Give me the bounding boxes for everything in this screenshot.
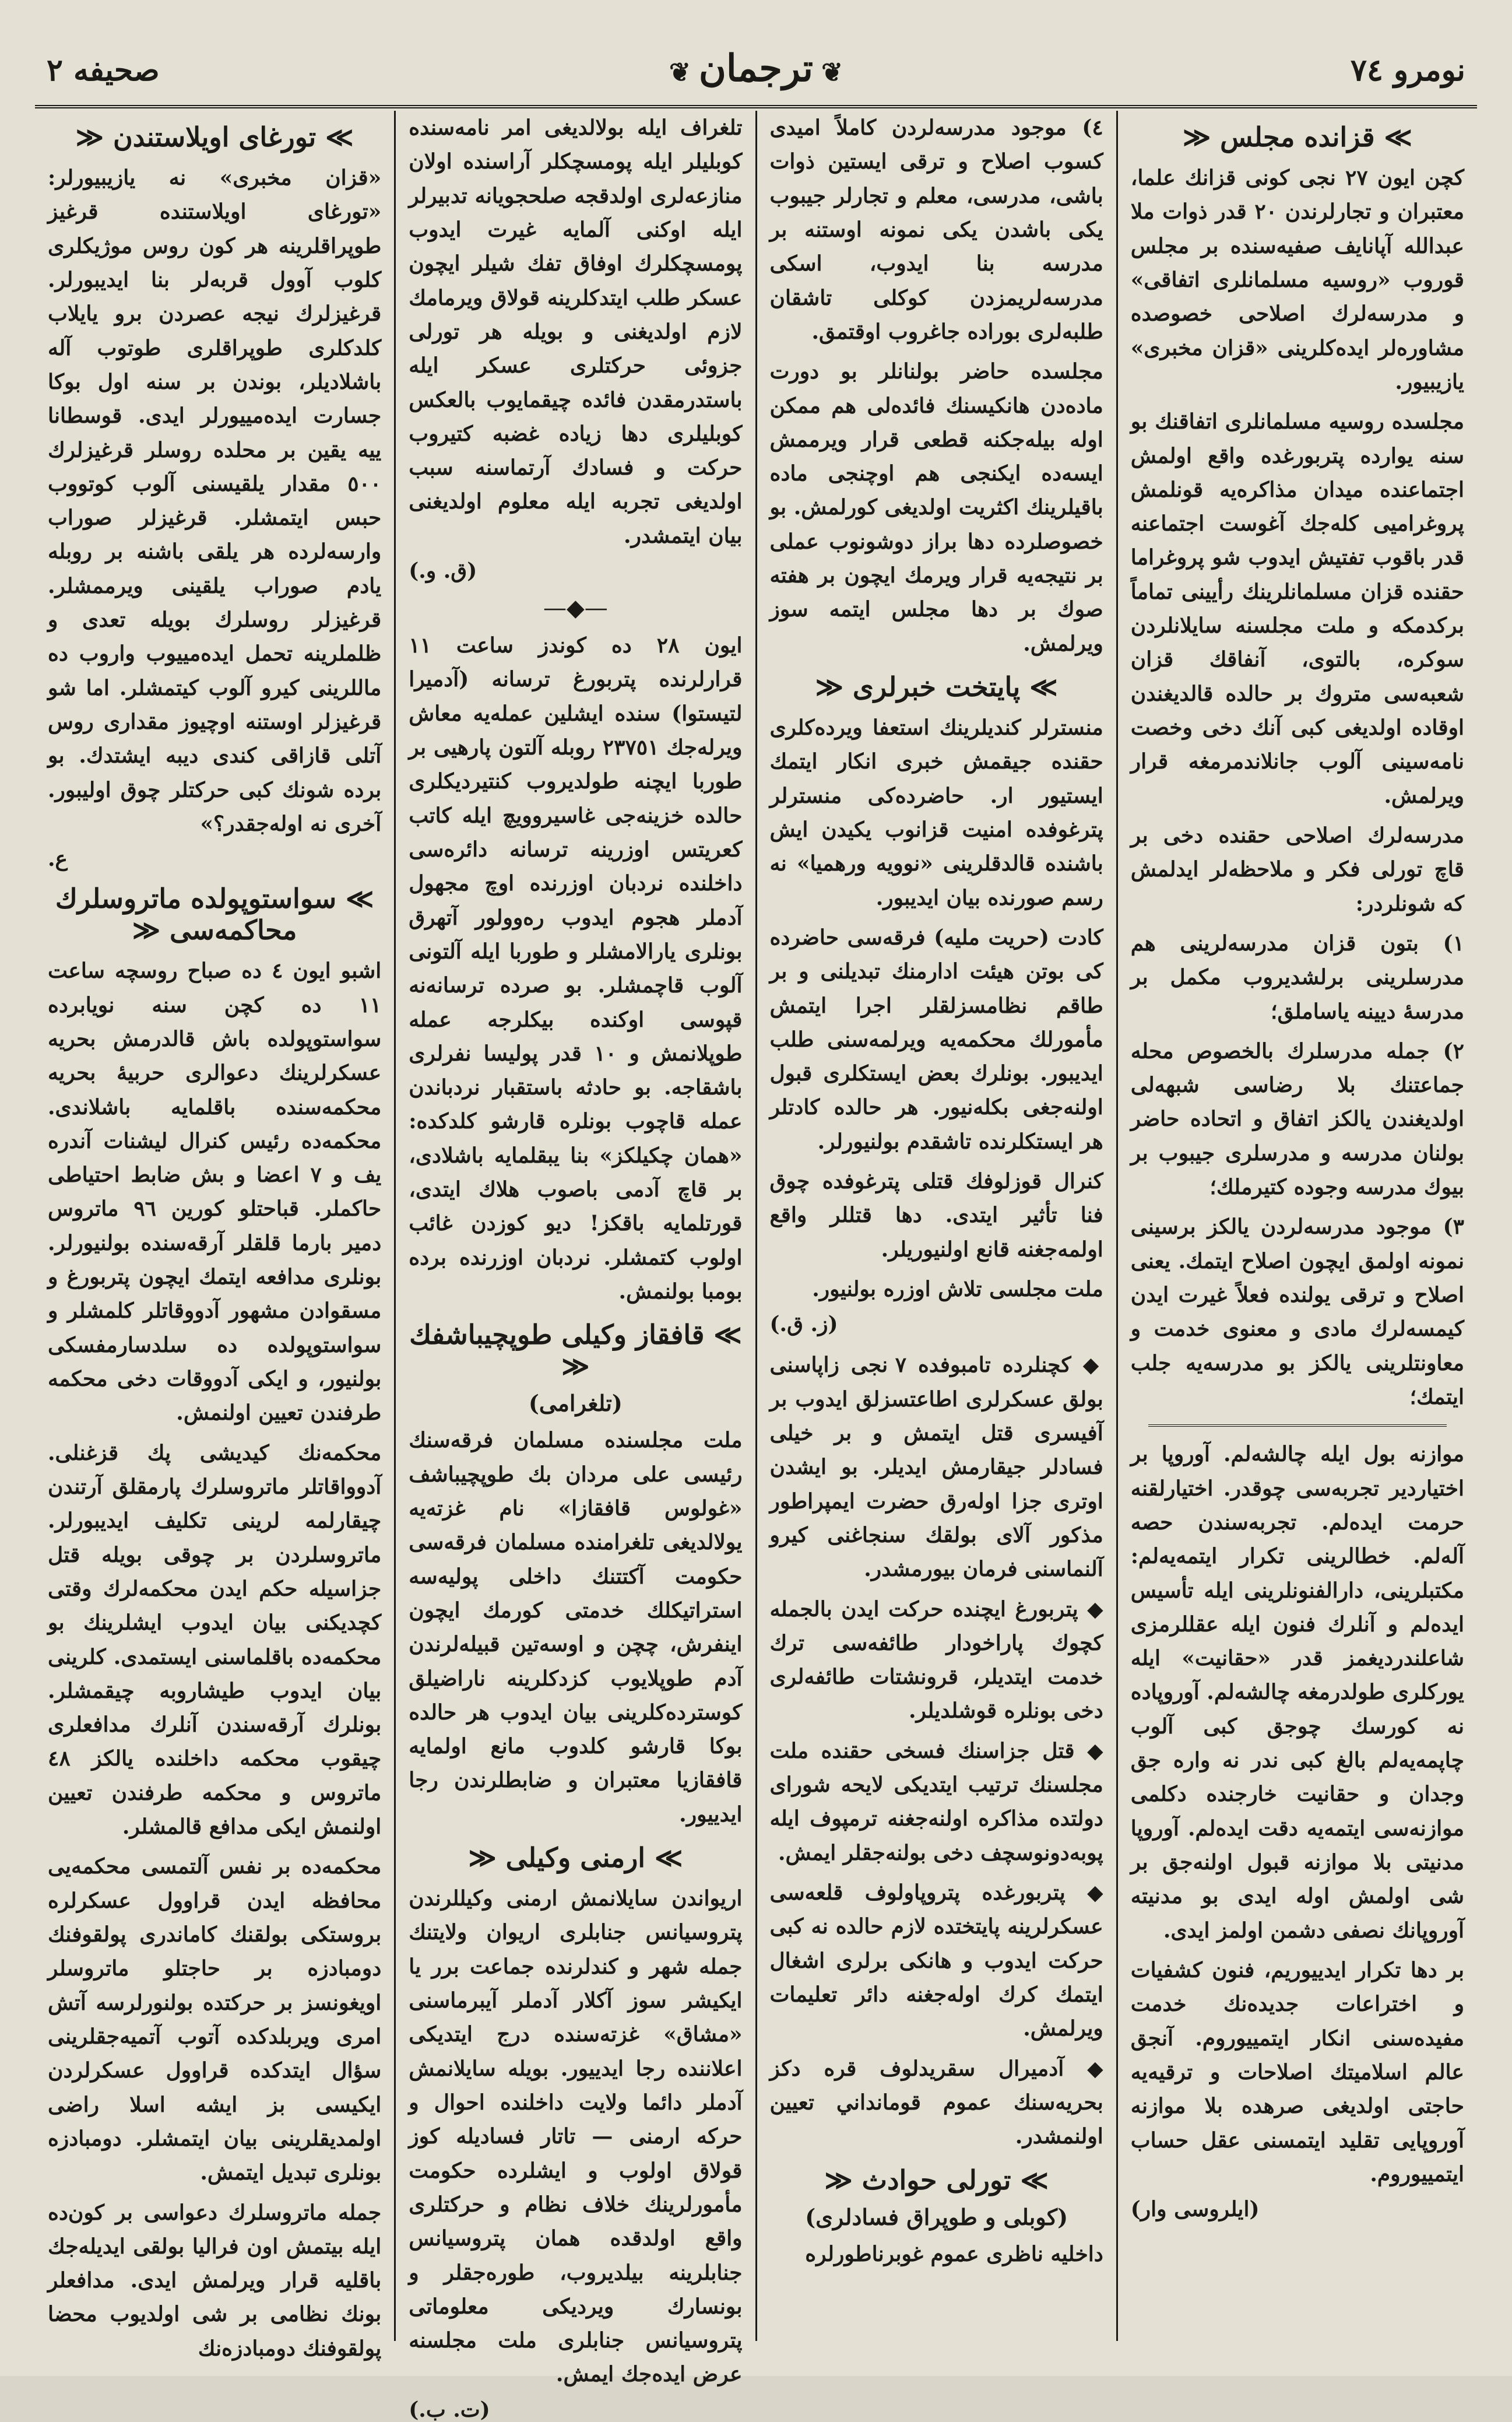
- article-paragraph: محكمه‌ده بر نفس آلتمسى محكمه‌يى محافظه ايدن قراوول عسكرلره بروستكى بولقنك كاماندرى پولقوفنك دومبادزه بر حاجتلو ماتروسلر اويغونسز بر حركتده بولنورلرسه آتش امرى ويربلدكده آتوب آتميه‌جقلرينى سؤال ايتدكده قراوول عسكرلردن ايكيسى بز ايشه اسلا راضى اولمديقلرينى بيان ايتمشلر. دومبادزه بونلرى تبديل ايتمش.: [48, 1854, 382, 2185]
- article-signature: (ايلروسى وار): [1130, 2197, 1260, 2222]
- article-paragraph: موازنه بول ايله چالشه‌لم. آوروپا بر اختيار‌دير تجربه‌سى چوقدر. اختيارلقنه حرمت ايده‌لم. تجربه‌سندن حصه آله‌لم. خطالرينى تكرار ايتمه‌يه‌لم: مكتبلرينى، دارالفنونلرينى ايله تأسيس ايده‌لم و آنلرك فنون ايله عقللرمزى شاعلندرديغمز قدر «حقانيت» ايله يوركلرى طولدرمغه چالشه‌لم. آوروپاده نه كورسك چوجق كبى آلوب چاپمه‌يه‌لم بالغ كبى ندر نه واره جق وجدان و حقانيت خارجنده دكلمى موازنه‌سى ايتمه‌يه دقت ايده‌لم. آوروپا مدنيتى بلا موازنه قبول اولنه‌جق بر شى اولمش اوله ايدى بو مدنيته آوروپانك نصفى دشمن اولمز ايدى.: [1130, 1442, 1464, 1943]
- article-paragraph: ◆ كچنلرده تامبوفده ٧ نجى زاپاسنى بولق عسكرلرى اطاعتسزلق ايدوب بر آفيسرى قتل ايتمش و بر خيلى فسادلر جيقارمش ايديلر. بو ايشدن اوترى جزا اوله‌رق حضرت ايمپراطور مذكور آلاى بولقك سنجاغنى كيرو آلنماسنى فرمان بيورمشدر.: [769, 1353, 1103, 1582]
- article-paragraph: ملت مجلسى تلاش اوزره بولنيور.: [812, 1277, 1103, 1301]
- article-paragraph: ايون ٢٨ ده كوندز ساعت ١١ قرارلرنده پتربورغ ترسانه (آدميرا لتيستوا) سنده ايشلين عمله‌يه معاش ويرله‌جك ٢٣٧٥١ روبله آلتون پارهيى بر طوربا ايچنه طولديروب كنتيرديكلرى حالده خزينه‌جى غاسيروويچ ايله كاتب كعريتس اوزرينه ترسانه دائره‌سى داخلنده نردبان اوزرنده اوچ مجهول آدملر هجوم ايدوب ره‌وولور آتهرق بونلرى يارالامشلر و طوربا ايله آلتونى آلوب قاچمشلر. بو صرده ترسانه‌نه قپوسى اوكنده بيكلرجه عمله طوپلانمش و ١٠ قدر پوليسا نفرلرى باشقاجه. بو حادثه باستقبار نردباندن عمله قاچوب بونلره قارشو كلدكده: «همان چكيلكز» بنا يبقلمايه باشلادى، بر قاچ آدمى باصوب هلاك ايتدى، قورتلمايه باقكز! ديو كوزدن غائب اولوب كتمشلر. نردبان اوزرنده برده بومبا بولنمش.: [409, 633, 743, 1304]
- column-1: [1116, 111, 1477, 2341]
- article-heading: ≫ قزانده مجلس ≪: [1131, 121, 1464, 153]
- article-signature: (ق. و.): [409, 559, 477, 584]
- column-2: [755, 111, 1116, 2341]
- article-signature: ع.: [48, 847, 68, 872]
- article-subheading: (تلغرامى): [528, 1390, 623, 1417]
- article-heading: ≫ سواستوپولده ماتروسلرك محاكمه‌سى ≪: [48, 883, 381, 946]
- article-heading: ≫ تورغاى اويلاستندن ≪: [48, 121, 381, 153]
- article-paragraph: «قزان مخبرى» نه يازيبيورلر: «تورغاى اويلاستنده قرغيز طوپراقلرينه هر كون روس موژيكلرى كلوب آوول قربه‌لر بنا ايديبورلر. قرغيزلرك نيجه عصردن برو يايلاب كلدكلرى طوپراقلرى طوتوب آله باشلاديلر، بوندن بر سنه اول بوكا جسارت ايده‌مييورلر ايدى. قوسطانا ييه يقين بر محلده روسلر قرغيزلرك ٥٠٠ مقدار يلقيسنى آلوب كوتووب حبس ايتمشلر. قرغيزلر صوراب وارسه‌لرده هر يلقى باشنه بر روبله يادم صوراب يلقينى ويرممشلر. قرغيزلر روسلرك بويله تعدى و ظلملرينه تحمل ايده‌مييوب واروب ده ماللرينى كيرو آلوب كيتمشلر. اما شو قرغيزلر اوستنه اوچيوز مقدارى روس آتلى قازاقى كندى ديبه ايشتدك. بو برده شونك كبى حركتلر چوق اوليبور. آخرى نه اوله‌جقدر؟»: [48, 166, 382, 836]
- article-paragraph: بر دها تكرار ايدييوريم، فنون كشفيات و اختراعات جديده‌نك خدمت مفيده‌سنى انكار ايتمييوروم. آنجق عالم اسلاميتك اصلاحات و ترقيه‌يه حاجتى اولديغى صرهده بلا موازنه آوروپايى تقليد ايتمسنى عقل حساب ايتمييوروم.: [1130, 1957, 1464, 2186]
- article-subheading: (كوبلى و طوپراق فسادلرى): [805, 2203, 1068, 2230]
- article-paragraph: ◆ قتل جزاسنك فسخى حقنده ملت مجلسنك ترتيب ايتديكى لايحه شوراى دولتده مذاكره اولنه‌جغنه ترمپوف ايله پوبه‌دونوسچف دخى بولنه‌جقلر ايمش.: [769, 1738, 1103, 1865]
- article-paragraph: ٢) جمله مدرسلرك بالخصوص محله جماعتنك بلا رضاسى شبهه‌لى اولديغندن يالكز اتفاق و اتحاده حاضر بولنان مدرسه و مدرسلرى جيبوب بر بيوك مدرسه وجوده كتيرملك؛: [1130, 1038, 1464, 1200]
- article-paragraph: ملت مجلسنده مسلمان فرقه‌سنك رئيسى على مردان بك طوپچيباشف «غولوس قافقازا» نام غزته‌يه يولالديغى تلغرامنده مسلمان فرقه‌سى حكومت آكتتنك داخلى پوليه‌سه استراتيكلك خدمتى كورمك ايچون اينفرش، چچن و اوسه‌تين قبيله‌لرندن آدم طوپلايوب كزدكلرينه ناراضيلق كوسترده‌كلرينى بيان ايدوب هر حالده بوكا قارشو كلدوب مانع اولمايه قافقازيا معتبران و ضابطلرندن رجا ايدييور.: [409, 1428, 743, 1827]
- page-number: صحيفه ٢: [47, 52, 160, 88]
- column-4: [35, 111, 394, 2361]
- article-paragraph: منسترلر كنديلرينك استعفا ويرده‌كلرى حقنده جيقمش خبرى انكار ايتمك ايستيور ار. حاضرده‌كى منسترلر پترغوفده امنيت قزانوب يكيدن ايش باشنده قالدقلرينى «نوويه ورهميا» نه رسم صورنده بيان ايديبور.: [769, 715, 1103, 910]
- masthead: [35, 35, 1477, 108]
- article-paragraph: جمله ماتروسلرك دعواسى بر كون‌ده ايله بيتمش اون فراليا بولقى ايديله‌جك باقليه قرار ويرلمش ايدى. مدافعلر بونك نظامى بر شى اولديوب محضا پولقوفنك دومبادزه‌نك: [48, 2200, 382, 2361]
- article-paragraph: محكمه‌نك كيديشى پك قزغنلى. آدوواقاتلر ماتروسلرك پارمقلق آرتندن چيقارلمه لرينى تكليف ايديبورلر. ماتروسلردن بر چوقى بويله قتل جزاسيله حكم ايدن محكمه‌لرك وقتى كچديكنى بيان ايدوب ايشلرينك بو محكمه‌ده باقلماسنى ايستمدى. كلرينى بيان ايدوب طيشاروبه چيقمشلر. بونلرك آرقه‌سندن آنلرك مدافعلرى چيقوب محكمه داخلنده يالكز ٤٨ ماتروس و محكمه طرفندن تعيين اولنمش ايكى مدافع قالمشلر.: [48, 1440, 382, 1840]
- article-signature: (ت. ب.): [409, 2397, 490, 2422]
- article-paragraph: ١) بتون قزان مدرسه‌لرينى هم مدرسلرينى برلشديروب مكمل بر مدرسهٔ ديينه ياساملق؛: [1130, 931, 1464, 1024]
- article-columns: [35, 111, 1477, 2422]
- article-paragraph: ٤) موجود مدرسه‌لردن كاملاً اميدى كسوب اصلاح و ترقى ايستين ذوات باشى، مدرسى، معلم و تجارلر جيبوب يكى باشدن يكى نمونه اوستنه بر مدرسه بنا ايدوب، اسكى مدرسه‌لريمزدن كوكلى تاشقان طلبه‌لرى بوراده جاغروب اوقتمق.: [769, 115, 1103, 344]
- article-paragraph: اريواندن سايلانمش ارمنى وكيللرندن پتروسيانس جنابلرى اريوان ولايتنك جمله شهر و كندلرنده جماعت برر يا ايكيشر سوز آكلار آدملر آيبرماسنى «مشاق» غزته‌سنده درج ايتديكى اعلاننده رجا ايدييور. بويله سايلانمش آدملر دائما ولايت داخلنده احوال و حركه ارمنى — تاتار فساديله كوز قولاق اولوب و ايشلرده حكومت مأمورلرينك خلاف نظام و حركتلرى واقع اولدقده همان پتروسيانس جنابلرينه بيلديروب، طوره‌جقلر و بونسارك ويرديكى معلوماتى پتروسيانس جنابلرى ملت مجلسنه عرض ايده‌جك ايمش.: [409, 1886, 743, 2387]
- ornament-separator: —◆—: [543, 595, 608, 622]
- article-heading: ≫ تورلى حوادث ≪: [770, 2164, 1103, 2196]
- article-paragraph: مدرسه‌لرك اصلاحى حقنده دخى بر قاچ تورلى فكر و ملاحظه‌لر ايدلمش كه شونلردر:: [1130, 823, 1464, 916]
- article-paragraph: ◆ پتربورغده پتروپاولوف قلعه‌سى عسكرلرينه پايتختده لازم حالده نه كبى حركت ايدوب و هانكى برلرى اشغال ايتمك كرك اوله‌جغنه دائر تعليمات ويرلمش.: [769, 1880, 1103, 2041]
- article-heading: ≫ ارمنى وكيلى ≪: [409, 1842, 742, 1873]
- article-heading: ≫ قافقاز وكيلى طوپچيباشفك ≪: [409, 1319, 742, 1382]
- article-paragraph: داخليه ناظرى عموم غوبرناطورلره: [805, 2241, 1103, 2266]
- article-signature: (ز. ق.): [769, 1312, 838, 1337]
- article-paragraph: مجلسده حاضر بولنانلر بو دورت ماده‌دن هانكيسنك فائده‌لى هم ممكن اوله بيله‌جكنه قطعى قرار ويرممش ايسه‌ده ايكنجى هم اوچنجى ماده باقيلرينك اكثريت اولديغى كورلمش. بو خصوصلرده دها براز دوشونوب عملى بر نتيجه‌يه قرار ويرمك ايچون بر هفته صوك بر دها مجلس ايتمه سوز ويرلمش.: [769, 359, 1103, 656]
- newspaper-title: ❦ ترجمان ❦: [661, 47, 851, 90]
- article-paragraph: كادت (حريت مليه) فرقه‌سى حاضرده كى بوتن هيئت ادارمنك تبديلنى و بر طاقم نظامسزلقلر اجرا ايتمش مأمورلك محكمه‌يه ويرلمه‌سنى طلب ايديبور. بونلرك بعض ايستكلرى قبول اولنه‌جغى بكله‌نيور. هر حالده كادتلر هر ايستكلرنده تاشقدم بولنيورلر.: [769, 925, 1103, 1154]
- section-divider: [1148, 1424, 1447, 1427]
- article-heading: ≫ پايتخت خبرلرى ≪: [770, 671, 1103, 703]
- article-paragraph: ٣) موجود مدرسه‌لردن يالكز برسينى نمونه اولمق ايچون اصلاح ايتمك. يعنى اصلاح و ترقى يولنده فعلاً غيرت ايدن كيمسه‌لرك مادى و معنوى خدمت و معاونتلرينى يالكز بو مدرسه‌يه جلب ايتمك؛: [1130, 1214, 1464, 1409]
- issue-number: نومرو ٧٤: [1351, 52, 1465, 88]
- article-paragraph: اشبو ايون ٤ ده صباح روسچه ساعت ١١ ده كچن سنه نويابرده سواستوپولده باش قالدرمش بحريه عسكرلرينك دعوالرى حربيهٔ بحريه محكمه‌سنده باقلمايه باشلاندى. محكمه‌ده رئيس كنرال ليشنات آندره يف و ٧ اعضا و بش ضابط احتياطى حاكملر. قباحتلو كورين ٩٦ ماتروس دمير بارما قلقلر آرقه‌سنده بولنيورلر. بونلرى مدافعه ايتمك ايچون پتربورغ و مسقوادن مشهور آدووقاتلر كلمشلر و سواستوپولده ده سلدسارمفسكى بولنيور، و ايكى آدووقات دخى محكمه طرفندن تعيين اولنمش.: [48, 959, 382, 1426]
- article-paragraph: كنرال قوزلوفك قتلى پترغوفده چوق فنا تأثير ايتدى. دها قتللر واقع اولمه‌جغنه قانع اولنيوريلر.: [769, 1169, 1103, 1262]
- article-paragraph: ◆ پتربورغ ايچنده حركت ايدن بالجمله كچوك پاراخودار طائفه‌سى ترك خدمت ايتديلر، قرونشتات طائفه‌لرى دخى بونلره قوشلديلر.: [769, 1596, 1103, 1724]
- article-paragraph: مجلسده روسيه مسلمانلرى اتفاقنك بو سنه يوارده پتربورغده واقع اولمش اجتماعنده ميدان مذاكره‌يه قونلمش پروغراميى كله‌جك آغوست اجتماعنه قدر باقوب تفتيش ايدوب شو پروغراما حقنده قزان مسلمانلرينك رأيينى تماماً بركدمكه و ملت مجلسنه سايلانلردن سوكره، بالتوى، آنفاقك قزان شعبه‌سى متروك بر حالده قالديغندن اوقاده اولديغى كبى آنك دخى وخصت نامه‌سينى آلوب جانلاندمرمغه قرار ويرلمش.: [1130, 409, 1464, 808]
- article-paragraph: تلغراف ايله بولالديغى امر نامه‌سنده كوبليلر ايله پومسچكلر آراسنده اولان منازعه‌لرى اولدقجه صلحجويانه تدبيرلر ايله اوكنى آلمايه غيرت ايدوب پومسچكلرك اوفاق تفك شيلر ايچون عسكر طلب ايتدكلرينه قولاق ويرمامك لازم اولديغنى و بويله هر تورلى جزوئى حركتلرى عسكر ايله باستدرمقدن فائده چيقمايوب بالعكس كوبليلرى دها زياده غضبه كتيروب حركت و فسادك آرتماسنه سبب اولديغى تجربه ايله معلوم اولديغنى بيان ايتمشدر.: [409, 115, 743, 548]
- article-paragraph: ◆ آدميرال سقريدلوف قره دكز بحريه‌سنك عموم قومانداني تعيين اولنمشدر.: [769, 2056, 1103, 2149]
- column-3: [394, 111, 755, 2422]
- article-paragraph: كچن ايون ٢٧ نجى كونى قزانك علما، معتبران و تجارلرندن ٢٠ قدر ذوات ملا عبدالله آپانايف صفيه‌سنده بر مجلس قوروب «روسيه مسلمانلرى اتفاقى» و مدرسه‌لرك اصلاحى خصوصده مشاوره‌لر ايده‌كلرينى «قزان مخبرى» يازيبيور.: [1130, 166, 1465, 394]
